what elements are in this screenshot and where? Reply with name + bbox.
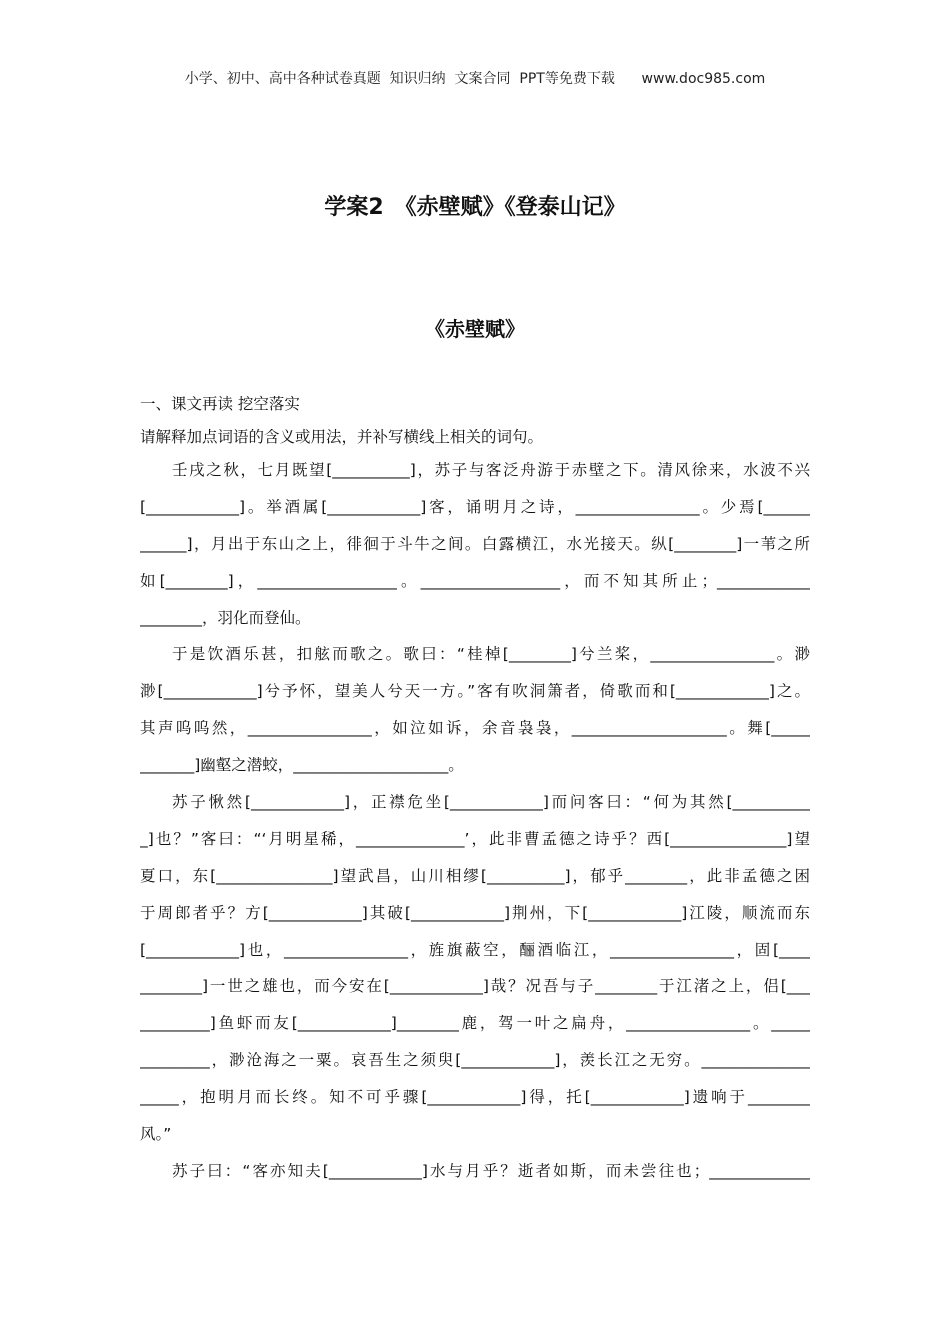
page-header: 小学、初中、高中各种试卷真题 知识归纳 文案合同 PPT等免费下载 www.doc985.com bbox=[184, 71, 766, 87]
text-line: _____，抱明月而长终。知不可乎骤[____________]得，托[____________]遗响于________ bbox=[140, 1088, 810, 1107]
text-line: 风。” bbox=[140, 1125, 172, 1144]
text-line: ______]，月出于东山之上，徘徊于斗牛之间。白露横江，水光接天。纵[________]一苇之所 bbox=[140, 534, 810, 553]
text-line: _]也？”客曰：“‘月明星稀，______________’，此非曹孟德之诗乎？西[_______________]望 bbox=[140, 829, 810, 848]
text-line: 于周郎者乎？方[____________]其破[____________]荆州，下[____________]江陵，顺流而东 bbox=[140, 903, 810, 922]
text-line: 苏子愀然[____________]，正襟危坐[____________]而问客曰：“何为其然[__________ bbox=[172, 793, 810, 812]
text-line: [____________]也，________________，旌旗蔽空，酾酒临江，________________，固[____ bbox=[140, 940, 810, 959]
text-line: 如[________]，__________________。__________________，而不知其所止；____________ bbox=[140, 571, 810, 590]
instruction: 请解释加点词语的含义或用法，并补写横线上相关的词句。 bbox=[140, 428, 544, 446]
text-line: _________，渺沧海之一粟。哀吾生之须臾[____________]，羡长江之无穷。______________ bbox=[140, 1051, 810, 1070]
section-subtitle: 《赤壁赋》 bbox=[425, 317, 525, 341]
document-body bbox=[140, 392, 810, 1196]
text-line: _______]幽壑之潜蛟，____________________。 bbox=[140, 756, 464, 775]
text-line: 壬戌之秋，七月既望[__________]，苏子与客泛舟游于赤壁之下。清风徐来，水波不兴 bbox=[172, 461, 810, 479]
text-line: ________]一世之雄也，而今安在[____________]哉？况吾与子________于江渚之上，侣[___ bbox=[140, 977, 810, 996]
section-heading: 一、课文再读 挖空落实 bbox=[140, 395, 300, 413]
text-line: _________]鱼虾而友[____________]________鹿，驾一叶之扁舟，________________。_____ bbox=[140, 1014, 810, 1033]
text-line: 其声呜呜然，________________，如泣如诉，余音袅袅，____________________。舞[_____ bbox=[140, 719, 810, 738]
text-line: 于是饮酒乐甚，扣舷而歌之。歌曰：“桂棹[________]兮兰桨，________________。渺 bbox=[172, 645, 810, 664]
text-line: ________，羽化而登仙。 bbox=[140, 608, 311, 627]
text-line: [____________]。举酒属[____________]客，诵明月之诗，________________。少焉[______ bbox=[140, 497, 810, 516]
text-line: 夏口，东[_______________]望武昌，山川相缪[__________]，郁乎________，此非孟德之困 bbox=[140, 866, 810, 885]
document-title: 学案2 《赤壁赋》《登泰山记》 bbox=[324, 195, 626, 220]
text-line: 渺[____________]兮予怀，望美人兮天一方。”客有吹洞箫者，倚歌而和[____________]之。 bbox=[140, 682, 810, 701]
text-line: 苏子曰：“客亦知夫[____________]水与月乎？逝者如斯，而未尝往也；_____________ bbox=[172, 1161, 810, 1180]
